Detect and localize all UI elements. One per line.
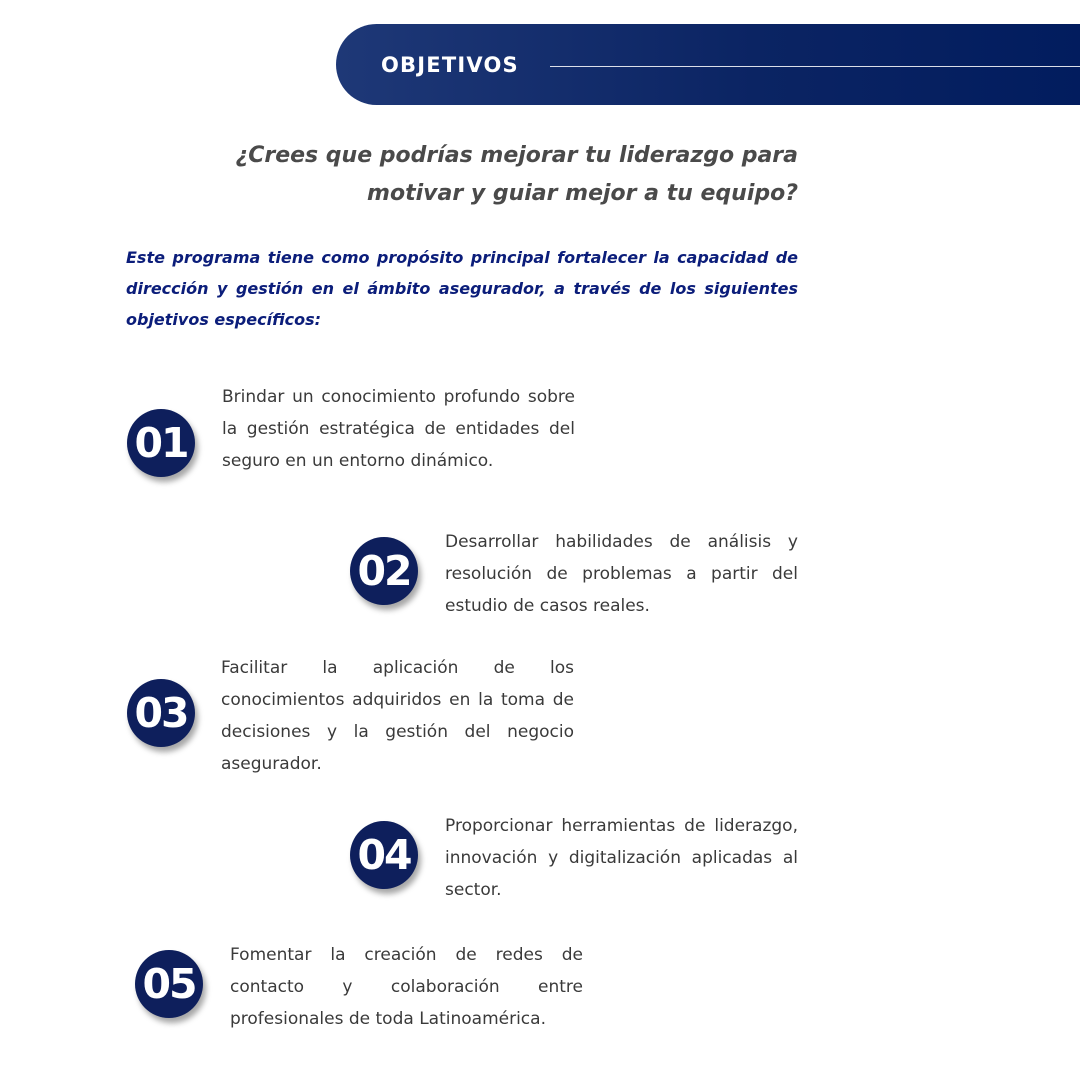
objective-number-badge-03: 03 — [127, 679, 195, 747]
objective-text-01: Brindar un conocimiento profundo sobre la gestión estratégica de entidades del seguro en un entorno dinámico. — [222, 387, 575, 471]
objective-number-badge-01: 01 — [127, 409, 195, 477]
objective-number-badge-05: 05 — [135, 950, 203, 1018]
question-line-2: motivar y guiar mejor a tu equipo? — [367, 181, 798, 206]
objective-text-03: Facilitar la aplicación de los conocimientos adquiridos en la toma de decisiones y la gestión del negocio asegurador. — [221, 658, 574, 774]
program-intro: Este programa tiene como propósito principal fortalecer la capacidad de dirección y gestión en el ámbito asegurador, a través de los siguientes objetivos específicos: — [126, 248, 798, 329]
objective-text-02: Desarrollar habilidades de análisis y resolución de problemas a partir del estudio de casos reales. — [445, 532, 798, 616]
objective-text-05: Fomentar la creación de redes de contacto y colaboración entre profesionales de toda Latinoamérica. — [230, 945, 583, 1029]
leadership-question — [205, 137, 798, 213]
objective-number-badge-04: 04 — [350, 821, 418, 889]
objectives-header-banner — [336, 24, 1080, 105]
objective-text-04: Proporcionar herramientas de liderazgo, innovación y digitalización aplicadas al sector. — [445, 816, 798, 900]
objectives-title: OBJETIVOS — [381, 53, 519, 77]
header-divider — [550, 66, 1080, 67]
question-line-1: ¿Crees que podrías mejorar tu liderazgo para — [235, 143, 798, 168]
objective-number-badge-02: 02 — [350, 537, 418, 605]
